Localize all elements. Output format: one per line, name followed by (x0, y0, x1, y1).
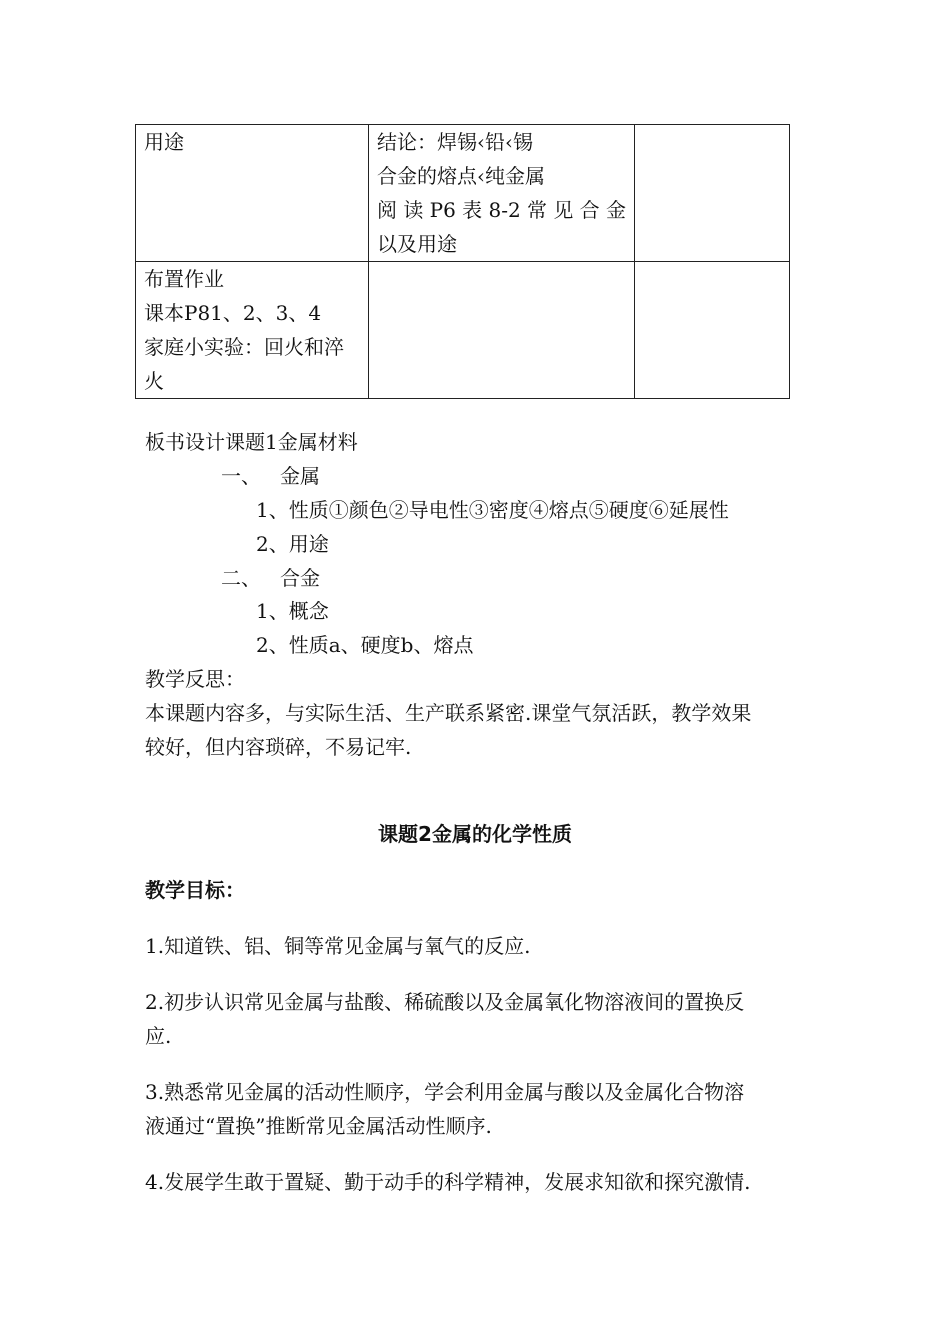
objective-item: 4.发展学生敢于置疑、勤于动手的科学精神，发展求知欲和探究激情. (145, 1170, 751, 1194)
list-item: 1、性质①颜色②导电性③密度④熔点⑤硬度⑥延展性 (256, 498, 729, 522)
table-row (136, 125, 790, 262)
lesson-title: 课题2金属的化学性质 (378, 822, 572, 846)
cell-text: 结论：焊锡‹铅‹锡 (377, 130, 533, 154)
board-design-title: 板书设计课题1金属材料 (145, 430, 358, 454)
objective-item: 2.初步认识常见金属与盐酸、稀硫酸以及金属氧化物溶液间的置换反 (145, 990, 745, 1014)
cell-text: 火 (144, 369, 164, 393)
table-cell-empty (635, 125, 790, 262)
lesson-plan-table (135, 124, 790, 399)
list-item: 1、概念 (256, 599, 329, 623)
cell-text: 家庭小实验：回火和淬 (144, 335, 344, 359)
list-item: 2、用途 (256, 532, 329, 556)
table-cell-empty (635, 262, 790, 399)
table-cell-homework (136, 262, 369, 399)
table-cell-conclusion (369, 125, 635, 262)
table-cell-empty (369, 262, 635, 399)
section-number: 一、 (221, 464, 261, 488)
table-row (136, 262, 790, 399)
section-number: 二、 (221, 566, 261, 590)
list-item: 2、性质a、硬度b、熔点 (256, 633, 474, 657)
objective-item: 液通过“置换”推断常见金属活动性顺序. (145, 1114, 492, 1138)
cell-text: 以及用途 (377, 232, 457, 256)
objectives-heading: 教学目标： (145, 878, 245, 902)
section-title: 金属 (280, 464, 320, 488)
reflection-heading: 教学反思： (145, 667, 245, 691)
section-title: 合金 (280, 566, 320, 590)
reflection-text: 较好，但内容琐碎，不易记牢. (145, 735, 412, 759)
cell-text: 合金的熔点‹纯金属 (377, 164, 545, 188)
cell-text: 用途 (144, 130, 184, 154)
cell-text: 布置作业 (144, 267, 224, 291)
objective-item: 3.熟悉常见金属的活动性顺序，学会利用金属与酸以及金属化合物溶 (145, 1080, 745, 1104)
cell-text: 阅读P6表8-2常见合金 (377, 198, 626, 222)
objective-item: 应. (145, 1024, 172, 1048)
reflection-text: 本课题内容多，与实际生活、生产联系紧密.课堂气氛活跃，教学效果 (145, 701, 752, 725)
cell-text: 课本P81、2、3、4 (144, 301, 322, 325)
table-cell-usage (136, 125, 369, 262)
objective-item: 1.知道铁、铝、铜等常见金属与氧气的反应. (145, 934, 531, 958)
